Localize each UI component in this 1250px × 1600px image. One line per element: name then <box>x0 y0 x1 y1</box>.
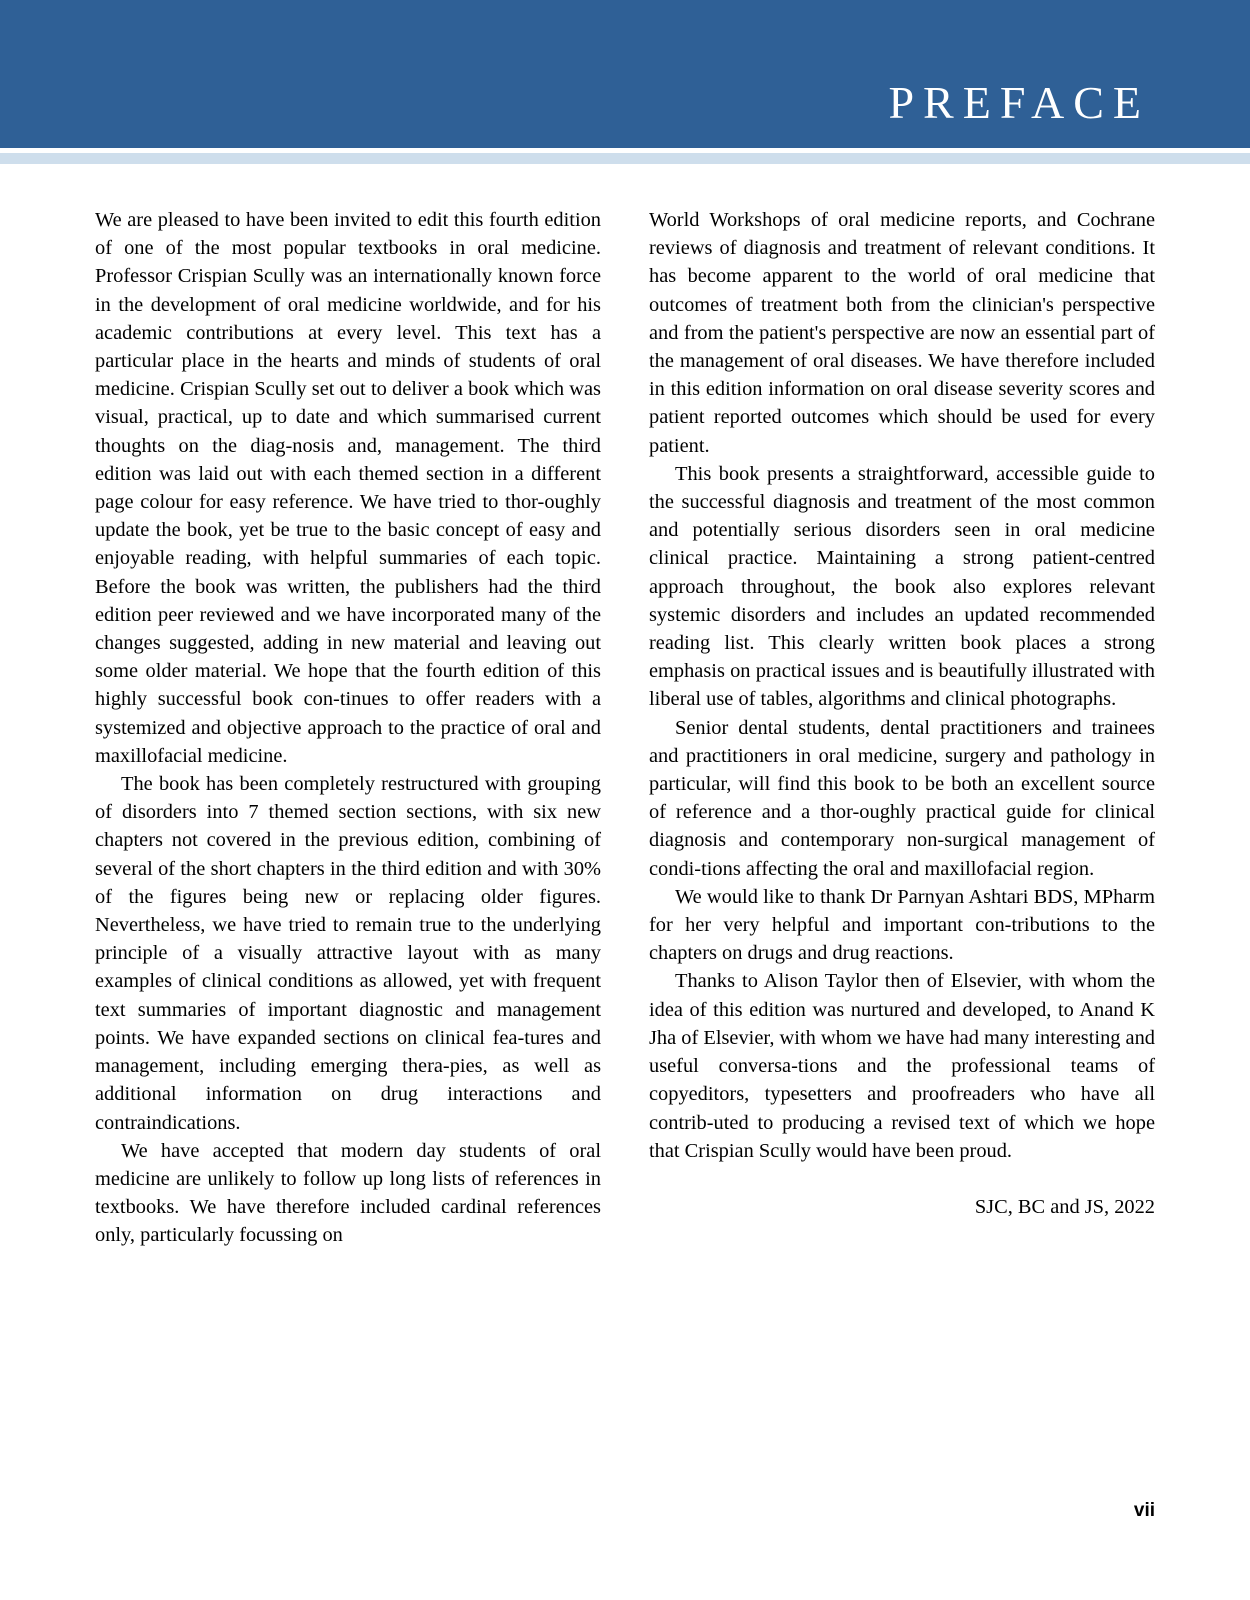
paragraph: World Workshops of oral medicine reports, and Cochrane reviews of diagnosis and treatment of relevant conditions. It has become apparent to the world of oral medicine that outcomes of treatment both from the clinician's perspective and from the patient's perspective are now an essential part of the management of oral diseases. We have therefore included in this edition information on oral disease severity scores and patient reported outcomes which should be used for every patient. <box>649 209 1155 457</box>
paragraph: We are pleased to have been invited to edit this fourth edition of one of the most popular textbooks in oral medicine. Professor Crispian Scully was an internationally known force in the development of oral medicine worldwide, and for his academic contributions at every level. This text has a particular place in the hearts and minds of students of oral medicine. Crispian Scully set out to deliver a book which was visual, practical, up to date and which summarised current thoughts on the diag-nosis and, management. The third edition was laid out with each themed section in a different page colour for easy reference. We have tried to thor-oughly update the book, yet be true to the basic concept of easy and enjoyable reading, with helpful summaries of each topic. Before the book was written, the publishers had the third edition peer reviewed and we have incorporated many of the changes suggested, adding in new material and leaving out some older material. We hope that the fourth edition of this highly successful book con-tinues to offer readers with a systemized and objective approach to the practice of oral and maxillofacial medicine. <box>95 209 601 767</box>
page-number: vii <box>1133 1500 1155 1521</box>
paragraph: The book has been completely restructured with grouping of disorders into 7 themed section sections, with six new chapters not covered in the previous edition, combining of several of the short chapters in the third edition and with 30% of the figures being new or replacing older figures. Nevertheless, we have tried to remain true to the underlying principle of a visually attractive layout with as many examples of clinical conditions as allowed, yet with frequent text summaries of important diagnostic and management points. We have expanded sections on clinical fea-tures and management, including emerging thera-pies, as well as additional information on drug interactions and contraindications. <box>95 773 601 1134</box>
page-title: PREFACE <box>888 77 1150 128</box>
column-left <box>95 206 601 1250</box>
paragraph: Thanks to Alison Taylor then of Elsevier, with whom the idea of this edition was nurtured and developed, to Anand K Jha of Elsevier, with whom we have had many interesting and useful conversa-tions and the professional teams of copyeditors, typesetters and proofreaders who have all contrib-uted to producing a revised text of which we hope that Crispian Scully would have been proud. <box>649 970 1155 1162</box>
column-right <box>649 206 1155 1250</box>
paragraph: Senior dental students, dental practitioners and trainees and practitioners in oral medicine, surgery and pathology in particular, will find this book to be both an excellent source of reference and a thor-oughly practical guide for clinical diagnosis and contemporary non-surgical management of condi-tions affecting the oral and maxillofacial region. <box>649 716 1155 880</box>
paragraph: We have accepted that modern day students of oral medicine are unlikely to follow up long lists of references in textbooks. We have therefore included cardinal references only, particularly focussing on <box>95 1139 601 1247</box>
header-rule-accent <box>0 153 1250 164</box>
paragraph: This book presents a straightforward, accessible guide to the successful diagnosis and treatment of the most common and potentially serious disorders seen in oral medicine clinical practice. Maintaining a strong patient-centred approach throughout, the book also explores relevant systemic disorders and includes an updated recommended reading list. This clearly written book places a strong emphasis on practical issues and is beautifully illustrated with liberal use of tables, algorithms and clinical photographs. <box>649 462 1155 711</box>
signature-line: SJC, BC and JS, 2022 <box>974 1195 1155 1218</box>
header-banner <box>0 0 1250 148</box>
paragraph: We would like to thank Dr Parnyan Ashtari BDS, MPharm for her very helpful and important con-tributions to the chapters on drugs and drug reactions. <box>649 885 1155 965</box>
two-column-body <box>95 206 1155 1250</box>
